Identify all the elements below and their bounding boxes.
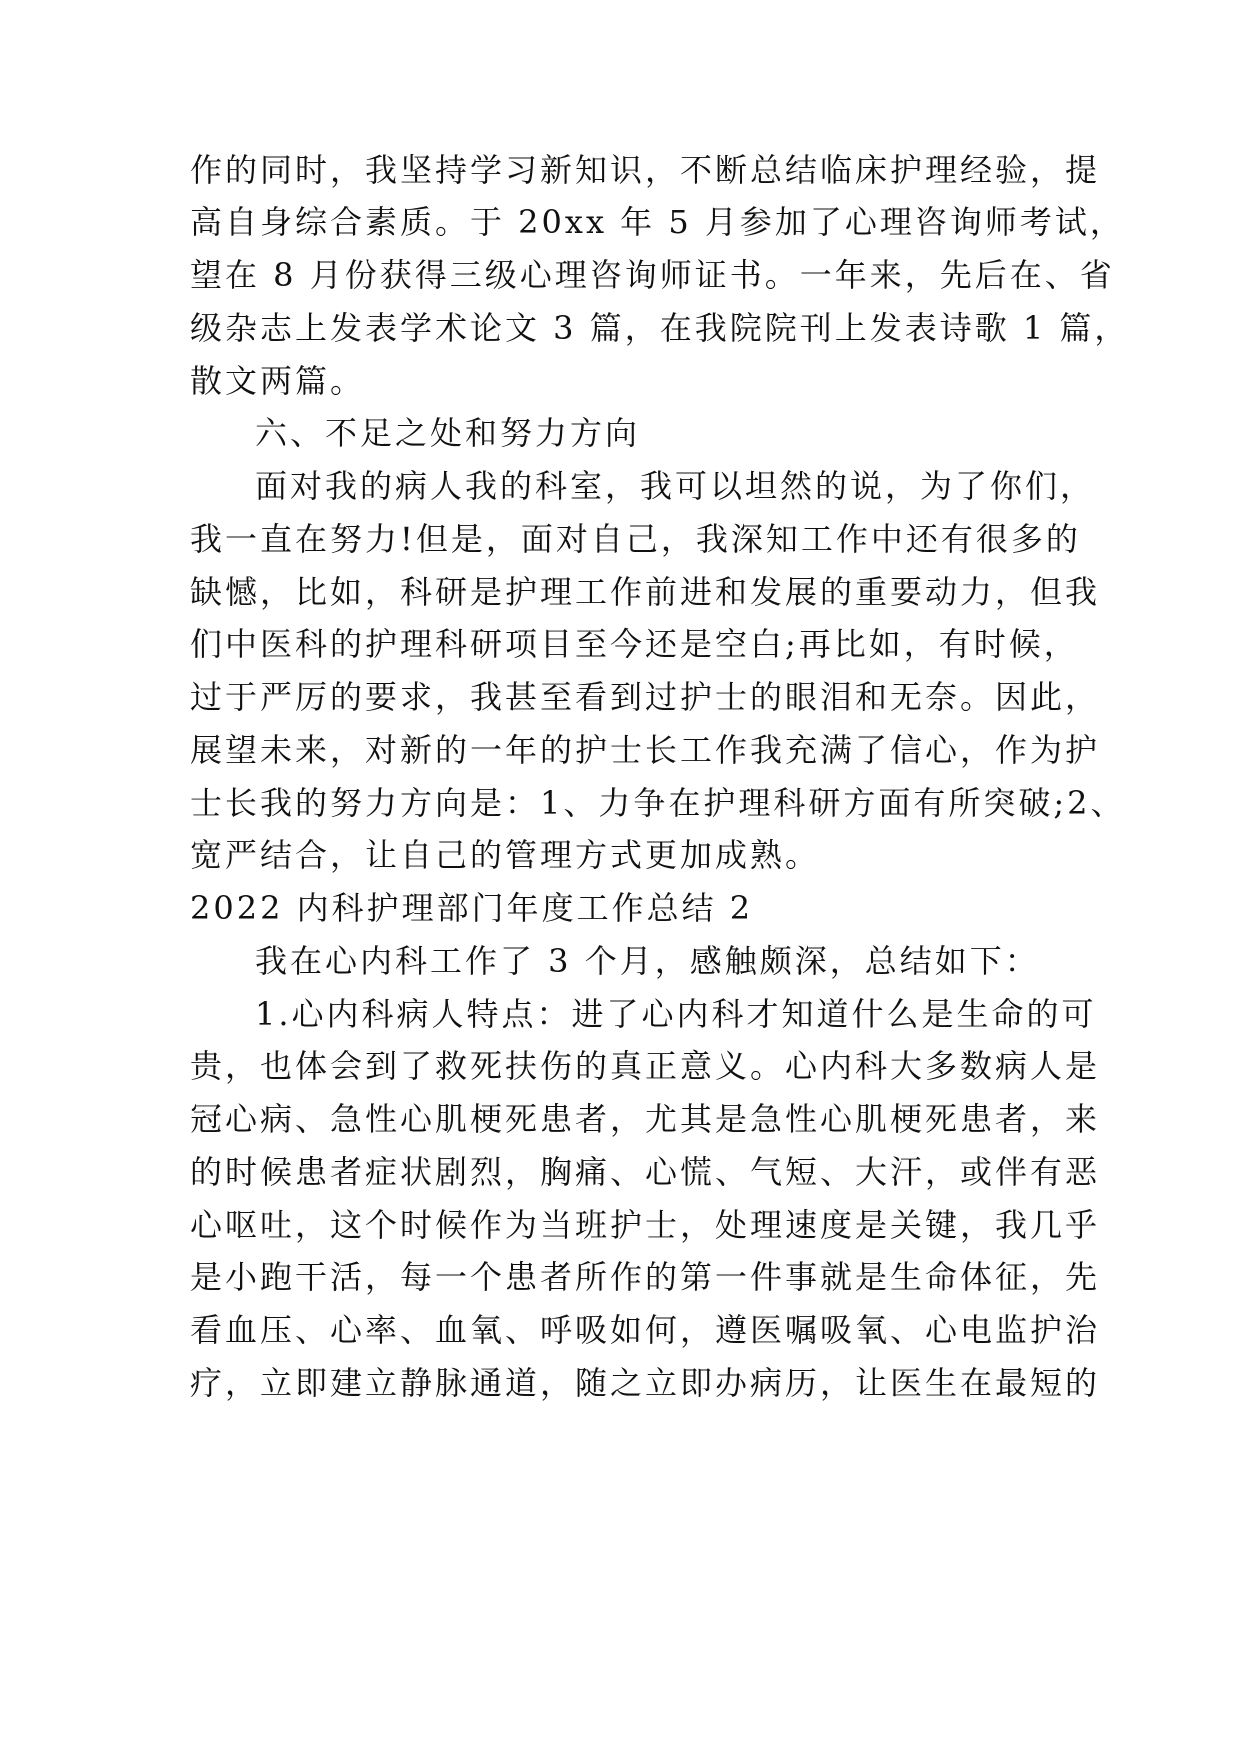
text-line: 我一直在努力!但是，面对自己，我深知工作中还有很多的 (190, 520, 1081, 558)
text-line: 展望未来，对新的一年的护士长工作我充满了信心，作为护 (190, 731, 1101, 769)
text-line: 高自身综合素质。于 20xx 年 5 月参加了心理咨询师考试， (190, 203, 1125, 241)
text-line: 面对我的病人我的科室，我可以坦然的说，为了你们， (255, 467, 1096, 505)
text-line: 散文两篇。 (190, 362, 366, 400)
document-title: 2022 内科护理部门年度工作总结 2 (190, 889, 754, 927)
text-line: 贵，也体会到了救死扶伤的真正意义。心内科大多数病人是 (190, 1047, 1101, 1085)
text-line: 作的同时，我坚持学习新知识，不断总结临床护理经验，提 (190, 151, 1101, 189)
section-heading: 六、不足之处和努力方向 (255, 414, 641, 452)
text-line: 士长我的努力方向是：1、力争在护理科研方面有所突破;2、 (190, 784, 1126, 822)
text-line: 是小跑干活，每一个患者所作的第一件事就是生命体征，先 (190, 1258, 1101, 1296)
text-line: 1.心内科病人特点：进了心内科才知道什么是生命的可 (255, 995, 1097, 1033)
text-line: 们中医科的护理科研项目至今还是空白;再比如，有时候， (190, 625, 1079, 663)
text-line: 宽严结合，让自己的管理方式更加成熟。 (190, 836, 821, 874)
text-line: 的时候患者症状剧烈，胸痛、心慌、气短、大汗，或伴有恶 (190, 1153, 1101, 1191)
text-line: 心呕吐，这个时候作为当班护士，处理速度是关键，我几乎 (190, 1206, 1101, 1244)
text-line: 级杂志上发表学术论文 3 篇，在我院院刊上发表诗歌 1 篇， (190, 309, 1130, 347)
text-line: 我在心内科工作了 3 个月，感触颇深，总结如下： (255, 942, 1040, 980)
text-line: 过于严厉的要求，我甚至看到过护士的眼泪和无奈。因此， (190, 678, 1101, 716)
text-line: 望在 8 月份获得三级心理咨询师证书。一年来，先后在、省 (190, 256, 1115, 294)
text-line: 缺憾，比如，科研是护理工作前进和发展的重要动力，但我 (190, 573, 1101, 611)
text-line: 疗，立即建立静脉通道，随之立即办病历，让医生在最短的 (190, 1364, 1101, 1402)
text-line: 冠心病、急性心肌梗死患者，尤其是急性心肌梗死患者，来 (190, 1100, 1101, 1138)
text-line: 看血压、心率、血氧、呼吸如何，遵医嘱吸氧、心电监护治 (190, 1311, 1101, 1349)
